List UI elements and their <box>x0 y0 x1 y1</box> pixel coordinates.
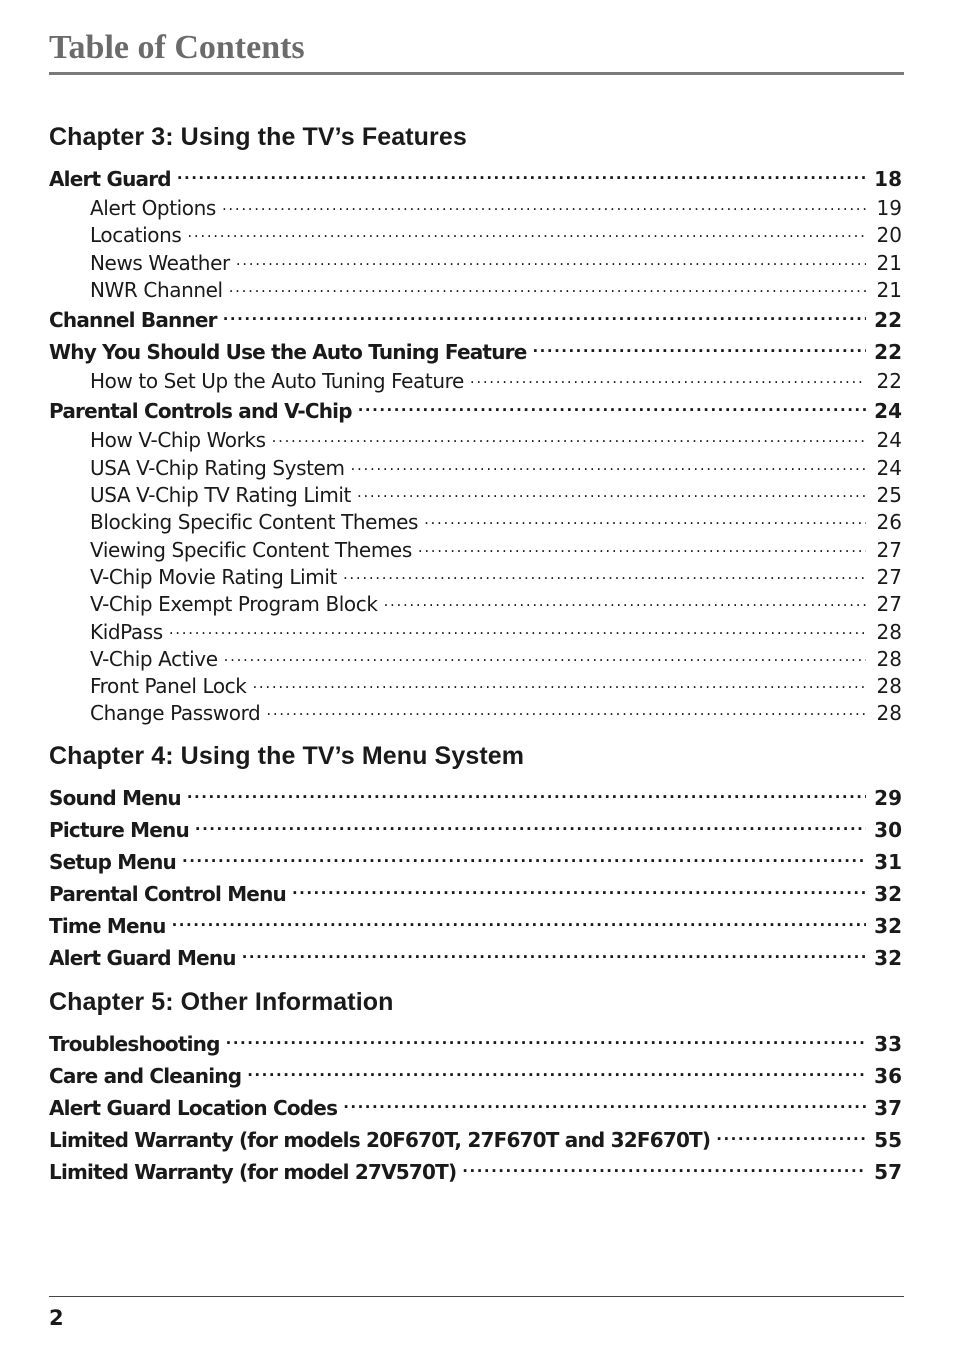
dot-leader <box>223 307 866 327</box>
toc-entry-label: Blocking Specific Content Themes <box>90 510 419 535</box>
toc-page-number: 29 <box>874 785 902 810</box>
toc-entry-label: Alert Guard Location Codes <box>49 1095 338 1120</box>
toc-subentry[interactable] <box>49 195 902 222</box>
toc-entry[interactable] <box>49 1156 902 1188</box>
toc-entry-label: News Weather <box>90 250 230 275</box>
toc-page-number: 32 <box>874 881 902 906</box>
toc-page-number: 27 <box>876 537 902 562</box>
toc-page-number: 21 <box>876 277 902 302</box>
dot-leader <box>236 250 866 270</box>
dot-leader <box>357 482 866 502</box>
toc-subentry[interactable] <box>49 368 902 395</box>
dot-leader <box>252 673 866 693</box>
dot-leader <box>222 195 866 215</box>
chapter-heading: Chapter 4: Using the TV’s Menu System <box>49 741 525 770</box>
toc-entry-label: KidPass <box>90 619 163 644</box>
toc-page-number: 24 <box>876 428 902 453</box>
toc-entry[interactable] <box>49 1060 902 1092</box>
toc-entry-label: Limited Warranty (for model 27V570T) <box>49 1159 457 1184</box>
toc-page-number: 36 <box>874 1063 902 1088</box>
toc-entry-label: Troubleshooting <box>49 1031 220 1056</box>
toc-page-number: 28 <box>876 619 902 644</box>
toc-entry-label: Channel Banner <box>49 308 217 333</box>
dot-leader <box>343 564 866 584</box>
dot-leader <box>177 166 866 186</box>
toc-entry[interactable] <box>49 336 902 368</box>
dot-leader <box>272 427 866 447</box>
toc-entry[interactable] <box>49 1092 902 1124</box>
toc-entry-label: Viewing Specific Content Themes <box>90 537 412 562</box>
dot-leader <box>187 785 866 805</box>
dot-leader <box>424 509 866 529</box>
title-divider <box>49 72 904 75</box>
dot-leader <box>172 913 866 933</box>
toc-entry-label: USA V-Chip Rating System <box>90 455 345 480</box>
toc-subentry[interactable] <box>49 673 902 700</box>
toc-page-number: 19 <box>876 196 902 220</box>
dot-leader <box>247 1063 866 1083</box>
toc-entry[interactable] <box>49 910 902 942</box>
dot-leader <box>195 817 866 837</box>
dot-leader <box>169 619 866 639</box>
toc-page-number: 31 <box>874 849 902 874</box>
table-of-contents <box>49 117 902 1188</box>
toc-entry[interactable] <box>49 846 902 878</box>
dot-leader <box>266 700 866 720</box>
toc-page-number: 28 <box>876 701 902 726</box>
toc-entry-label: Care and Cleaning <box>49 1063 242 1088</box>
toc-entry-label: How V-Chip Works <box>90 428 266 453</box>
toc-entry-label: Setup Menu <box>49 849 176 874</box>
dot-leader <box>418 537 866 557</box>
toc-page-number: 27 <box>876 592 902 617</box>
toc-subentry[interactable] <box>49 591 902 618</box>
toc-entry-label: USA V-Chip TV Rating Limit <box>90 483 351 508</box>
toc-page-number: 32 <box>874 913 902 938</box>
toc-page-number: 22 <box>874 340 902 365</box>
toc-page-number: 55 <box>874 1127 902 1152</box>
toc-entry[interactable] <box>49 163 902 195</box>
toc-entry-label: Sound Menu <box>49 785 181 810</box>
toc-page-number: 32 <box>874 945 902 970</box>
toc-entry-label: Time Menu <box>49 913 166 938</box>
toc-page-number: 20 <box>876 223 902 248</box>
toc-subentry[interactable] <box>49 277 902 304</box>
page-title: Table of Contents <box>49 29 305 66</box>
toc-entry[interactable] <box>49 782 902 814</box>
toc-entry[interactable] <box>49 942 902 974</box>
toc-entry-label: Front Panel Lock <box>90 674 247 699</box>
toc-entry[interactable] <box>49 304 902 336</box>
toc-entry[interactable] <box>49 1028 902 1060</box>
dot-leader <box>532 339 866 359</box>
dot-leader <box>226 1031 866 1051</box>
toc-subentry[interactable] <box>49 427 902 454</box>
dot-leader <box>224 646 866 666</box>
toc-page-number: 22 <box>874 308 902 333</box>
toc-page-number: 24 <box>876 455 902 480</box>
dot-leader <box>343 1095 866 1115</box>
toc-entry-label: Change Password <box>90 701 261 726</box>
toc-entry[interactable] <box>49 1124 902 1156</box>
dot-leader <box>187 222 866 242</box>
dot-leader <box>716 1127 866 1147</box>
toc-page-number: 28 <box>876 674 902 699</box>
toc-subentry[interactable] <box>49 222 902 249</box>
toc-entry-label: Locations <box>90 223 182 248</box>
toc-entry-label: NWR Channel <box>90 277 223 302</box>
toc-subentry[interactable] <box>49 700 902 727</box>
toc-entry-label: Alert Options <box>90 196 216 220</box>
toc-subentry[interactable] <box>49 537 902 564</box>
toc-page-number: 21 <box>876 250 902 275</box>
footer-divider <box>49 1296 904 1297</box>
toc-entry[interactable] <box>49 878 902 910</box>
toc-subentry[interactable] <box>49 455 902 482</box>
dot-leader <box>470 368 866 388</box>
toc-entry-label: V-Chip Movie Rating Limit <box>90 564 337 589</box>
dot-leader <box>358 398 866 418</box>
toc-page-number: 25 <box>876 483 902 508</box>
toc-subentry[interactable] <box>49 564 902 591</box>
toc-page-number: 24 <box>874 399 902 424</box>
chapter-heading: Chapter 5: Other Information <box>49 987 394 1016</box>
toc-page-number: 57 <box>874 1159 902 1184</box>
toc-entry-label: Picture Menu <box>49 817 189 842</box>
toc-page-number: 27 <box>876 564 902 589</box>
toc-subentry[interactable] <box>49 646 902 673</box>
toc-entry-label: Parental Controls and V-Chip <box>49 399 352 424</box>
toc-subentry[interactable] <box>49 619 902 646</box>
dot-leader <box>292 881 866 901</box>
toc-subentry[interactable] <box>49 250 902 277</box>
dot-leader <box>384 591 866 611</box>
toc-entry[interactable] <box>49 395 902 427</box>
dot-leader <box>182 849 866 869</box>
toc-entry-label: Limited Warranty (for models 20F670T, 27F670T and 32F670T) <box>49 1127 711 1152</box>
dot-leader <box>462 1159 866 1179</box>
toc-entry-label: Alert Guard Menu <box>49 945 236 970</box>
page-number: 2 <box>49 1306 64 1330</box>
toc-page-number: 22 <box>876 369 902 394</box>
toc-page-number: 37 <box>874 1095 902 1120</box>
chapter-heading: Chapter 3: Using the TV’s Features <box>49 123 467 151</box>
toc-page-number: 33 <box>874 1031 902 1056</box>
toc-entry-label: Parental Control Menu <box>49 881 286 906</box>
dot-leader <box>351 455 866 475</box>
toc-entry-label: Alert Guard <box>49 167 171 191</box>
toc-subentry[interactable] <box>49 509 902 536</box>
toc-entry[interactable] <box>49 814 902 846</box>
dot-leader <box>229 277 866 297</box>
toc-page-number: 26 <box>876 510 902 535</box>
toc-page-number: 18 <box>874 167 902 191</box>
toc-entry-label: V-Chip Active <box>90 646 218 671</box>
toc-page-number: 30 <box>874 817 902 842</box>
toc-page-number: 28 <box>876 646 902 671</box>
dot-leader <box>242 945 866 965</box>
toc-entry-label: How to Set Up the Auto Tuning Feature <box>90 369 464 394</box>
toc-entry-label: Why You Should Use the Auto Tuning Feature <box>49 340 527 365</box>
toc-entry-label: V-Chip Exempt Program Block <box>90 592 378 617</box>
toc-subentry[interactable] <box>49 482 902 509</box>
